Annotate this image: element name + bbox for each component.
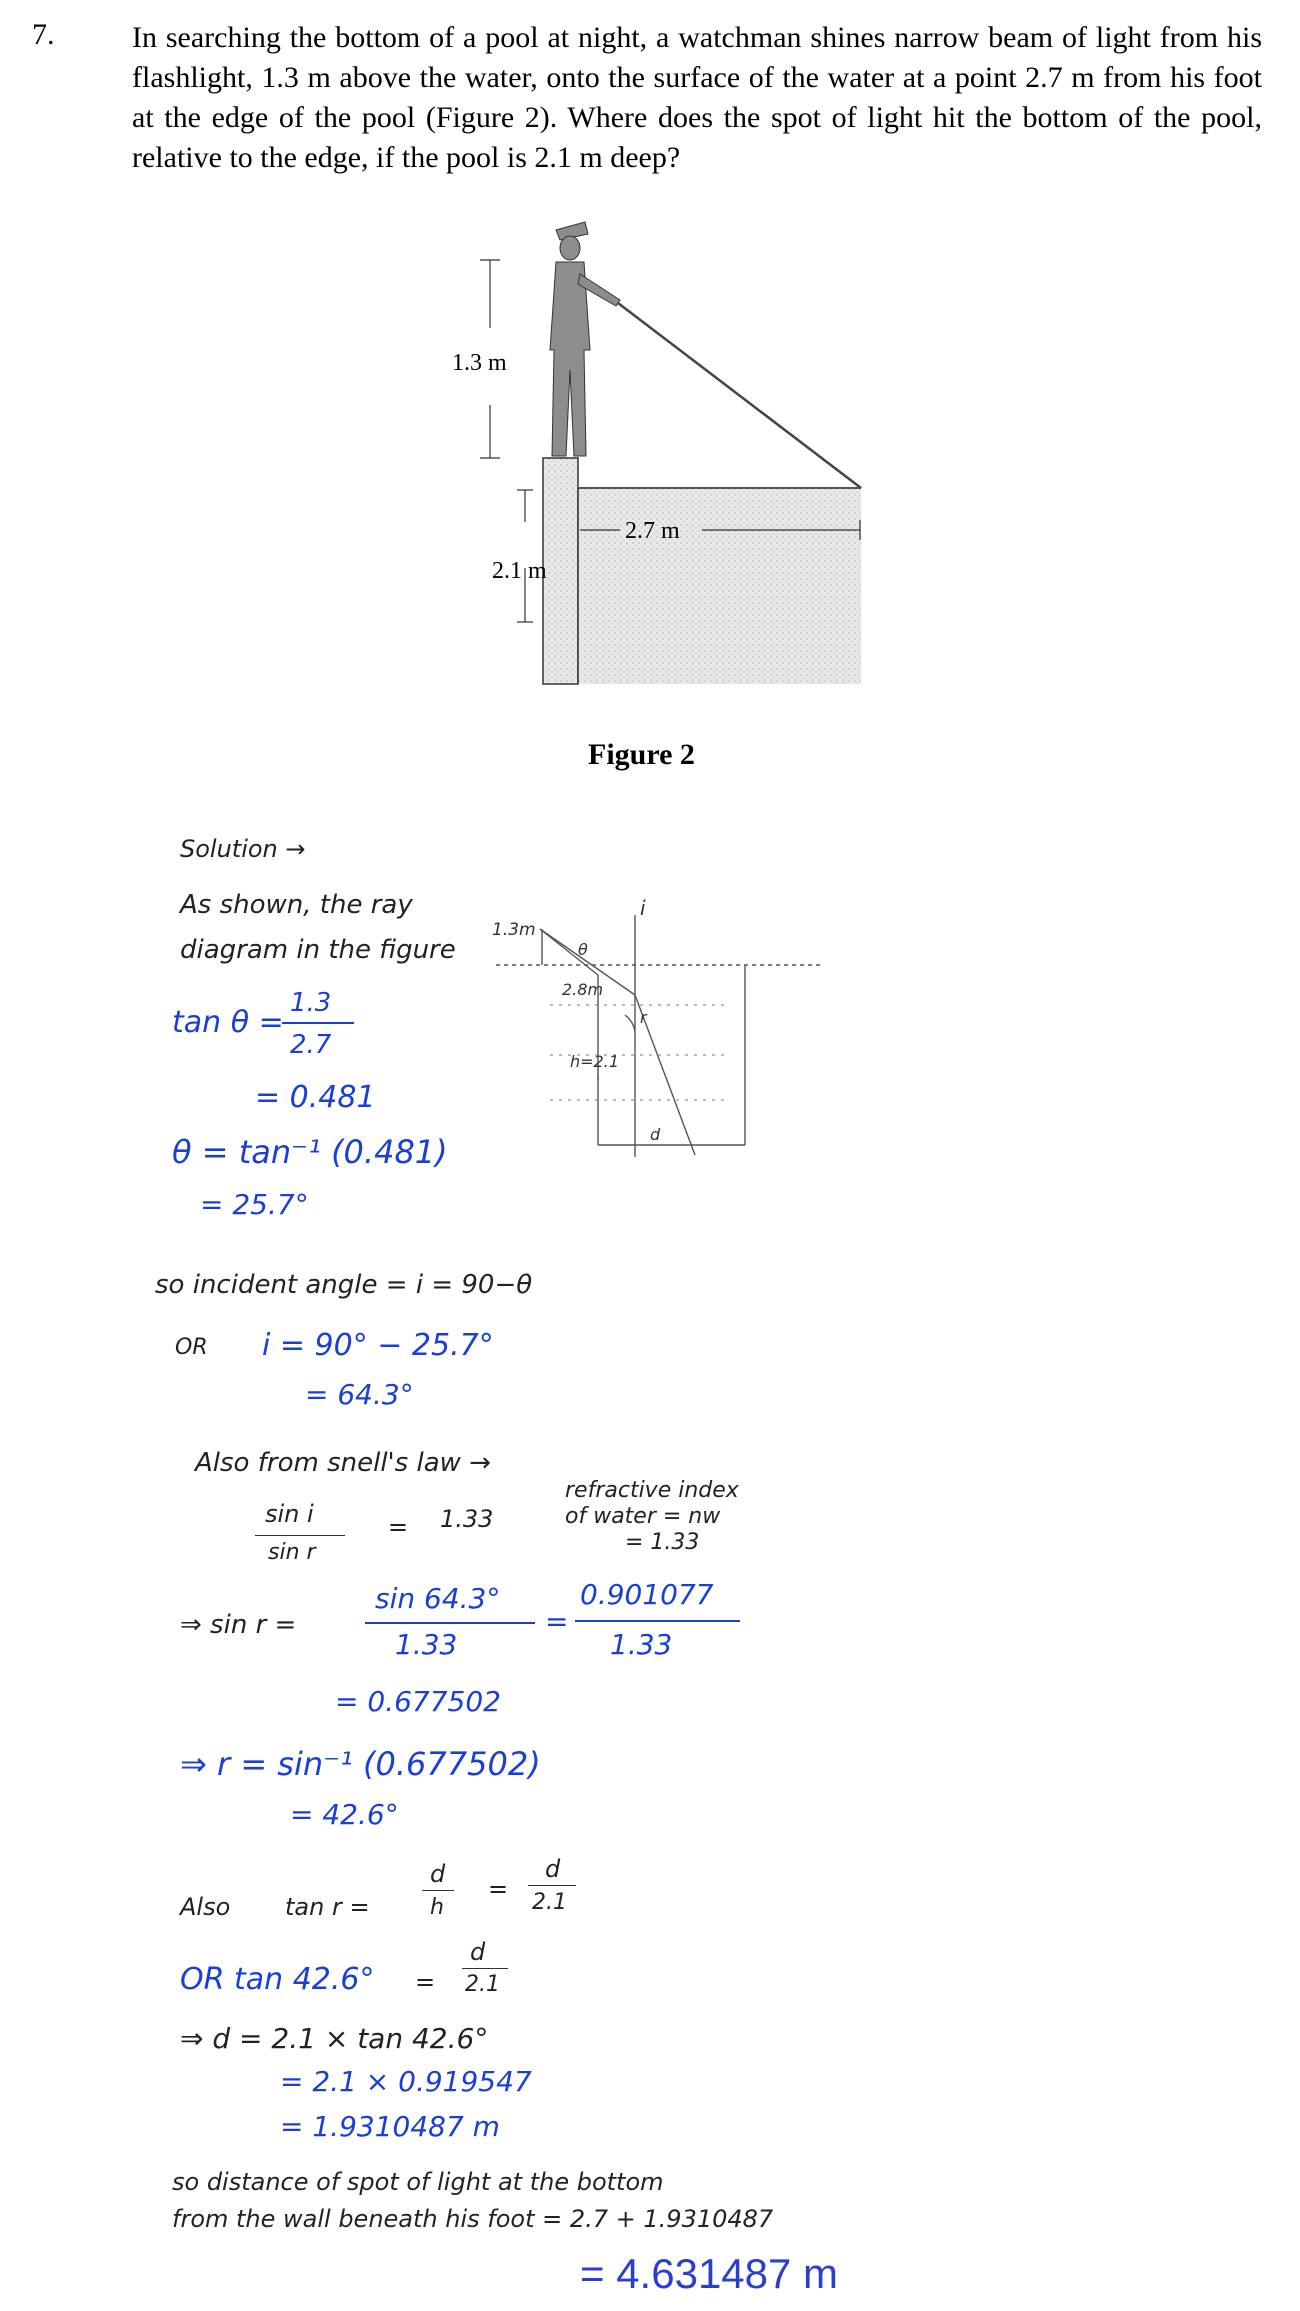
ray-sketch <box>490 895 830 1165</box>
or2-den: 2.1 <box>465 1972 500 1997</box>
watchman <box>550 222 620 456</box>
height-label: 1.3 m <box>452 350 507 376</box>
or2-bar <box>462 1968 508 1969</box>
final-answer: = 4.631487 m <box>580 2250 839 2297</box>
sketch-h: 1.3m <box>492 920 536 940</box>
ri-line2: of water = nw <box>565 1504 721 1529</box>
sinr-fraction-bar-2 <box>575 1620 740 1622</box>
sketch-theta: θ <box>578 940 588 959</box>
tanr-label: tan r = <box>285 1893 370 1921</box>
frac1-den: h <box>430 1895 444 1920</box>
d-val: = 1.9310487 m <box>280 2110 500 2143</box>
snell-val: 1.33 <box>440 1505 494 1533</box>
distance-label: 2.7 m <box>625 518 680 544</box>
ri-line1: refractive index <box>565 1478 739 1503</box>
sinr-num: sin 64.3° <box>375 1582 501 1615</box>
sinr-num2: 0.901077 <box>580 1578 714 1611</box>
incident-line: so incident angle = i = 90−θ <box>155 1270 533 1300</box>
sketch-depth: h=2.1 <box>570 1052 619 1071</box>
pool-water <box>578 488 861 684</box>
d-mul: = 2.1 × 0.919547 <box>280 2065 532 2098</box>
snell-num: sin i <box>265 1500 314 1528</box>
frac2-bar <box>528 1885 576 1886</box>
tan-fraction-bar <box>282 1022 354 1024</box>
sketch-r: r <box>640 1008 647 1027</box>
question-text: In searching the bottom of a pool at night, a watchman shines narrow beam of light from his flashlight, 1.3 m above the water, onto the surface of the water at a point 2.7 m from his foot at the edge of the pool (Figure 2). Where does the spot of light hit the bottom of the pool, relative to the edge, if the pool is 2.1 m deep? <box>132 21 1262 174</box>
sinr-den2: 1.33 <box>610 1628 673 1661</box>
r-eq: ⇒ r = sin⁻¹ (0.677502) <box>180 1745 541 1783</box>
sinr-eq2: = <box>545 1605 569 1638</box>
theta-val: = 25.7° <box>200 1188 309 1221</box>
pool-figure <box>380 200 900 720</box>
sinr-fraction-bar <box>365 1622 535 1624</box>
eq-mid: = <box>488 1875 509 1903</box>
sketch-dist: 2.8m <box>562 980 604 999</box>
conclusion-line1: so distance of spot of light at the bottom <box>172 2168 664 2196</box>
also-label: Also <box>180 1893 231 1921</box>
solution-line2: diagram in the figure <box>180 935 456 965</box>
solution-line1: As shown, the ray <box>180 890 413 920</box>
frac1-num: d <box>430 1860 446 1888</box>
tan-num: 1.3 <box>290 988 332 1018</box>
refractive-index-note <box>565 1478 739 1556</box>
or2-lhs: OR tan 42.6° <box>180 1962 375 1997</box>
sinr-val: = 0.677502 <box>335 1685 501 1718</box>
i-eq: i = 90° − 25.7° <box>262 1328 494 1363</box>
snell-intro: Also from snell's law → <box>195 1448 491 1478</box>
sinr-lhs: ⇒ sin r = <box>180 1610 297 1640</box>
r-val: = 42.6° <box>290 1798 399 1831</box>
depth-label: 2.1 m <box>492 558 547 584</box>
conclusion-line2: from the wall beneath his foot = 2.7 + 1.9310487 <box>172 2205 774 2233</box>
tan-lhs: tan θ = <box>172 1005 284 1040</box>
i-val: = 64.3° <box>305 1378 414 1411</box>
or2-eq: = <box>415 1968 436 1996</box>
frac1-bar <box>422 1890 454 1891</box>
d-eq: ⇒ d = 2.1 × tan 42.6° <box>180 2022 489 2055</box>
tan-den: 2.7 <box>290 1030 332 1060</box>
frac2-num: d <box>545 1855 561 1883</box>
snell-eq: = <box>388 1513 409 1541</box>
snell-fraction-bar <box>255 1535 345 1536</box>
light-beam <box>618 303 861 488</box>
sketch-d: d <box>650 1125 661 1144</box>
figure-caption: Figure 2 <box>588 738 695 771</box>
snell-den: sin r <box>268 1540 316 1565</box>
question-number: 7. <box>32 18 55 51</box>
ri-line3: = 1.33 <box>625 1530 700 1555</box>
or2-num: d <box>470 1938 486 1966</box>
or-label-1: OR <box>175 1335 208 1360</box>
solution-heading: Solution → <box>180 835 306 863</box>
frac2-den: 2.1 <box>532 1890 567 1915</box>
theta-eq: θ = tan⁻¹ (0.481) <box>172 1133 448 1171</box>
pool-wall <box>543 458 578 684</box>
sketch-i: i <box>640 896 646 920</box>
tan-val: = 0.481 <box>255 1080 376 1115</box>
sinr-den: 1.33 <box>395 1628 458 1661</box>
